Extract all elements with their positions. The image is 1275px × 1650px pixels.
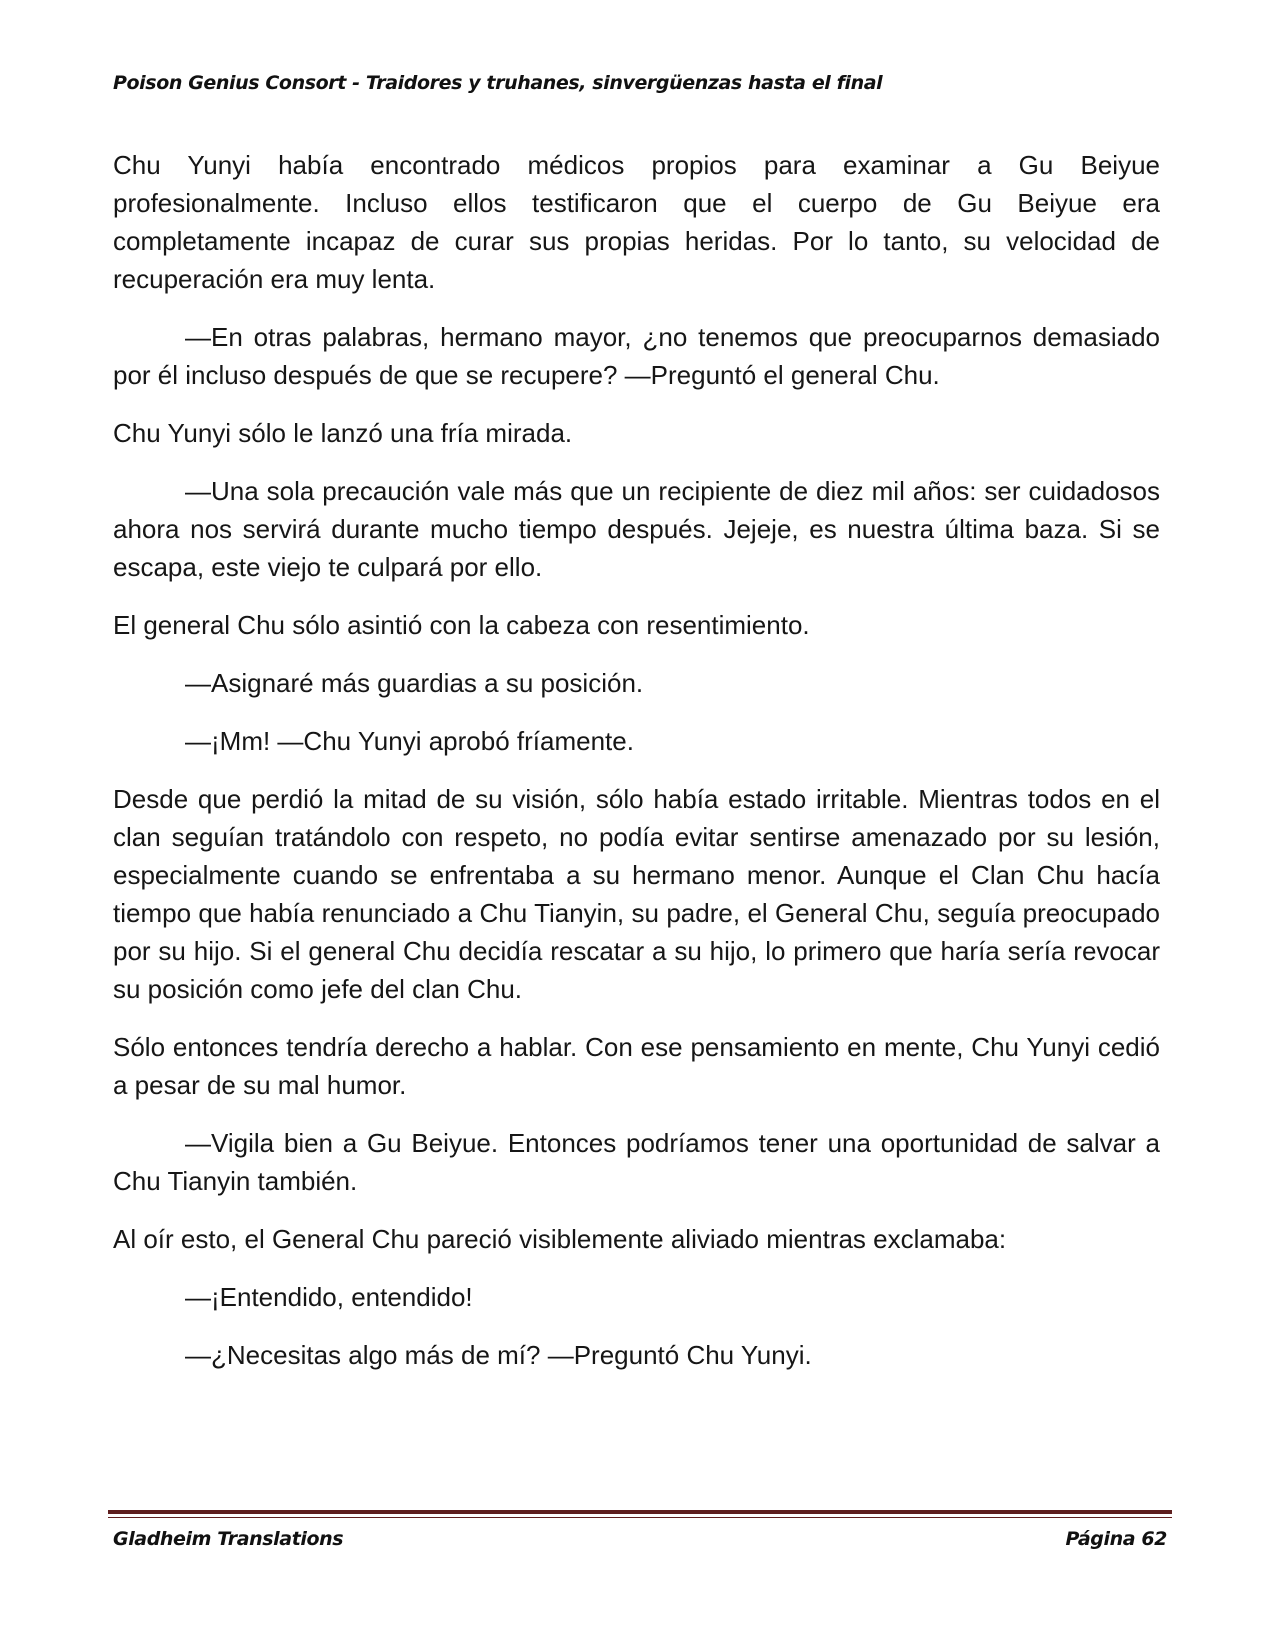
footer-page-number: Página 62 — [1065, 1528, 1167, 1550]
footer-translator-name: Gladheim Translations — [113, 1528, 344, 1550]
footer-rule-thick — [108, 1510, 1172, 1514]
paragraph-3: Chu Yunyi sólo le lanzó una fría mirada. — [113, 418, 573, 448]
paragraph-6: —Asignaré más guardias a su posición. — [185, 668, 644, 698]
paragraph-1: Chu Yunyi había encontrado médicos propios para examinar a Gu Beiyue profesionalmente. Incluso ellos testificaron que el cuerpo de Gu Beiyue era completamente incapaz de curar sus propias heridas. Por lo tanto, su velocidad de recuperación era muy lenta. — [113, 150, 1160, 294]
paragraph-8: Desde que perdió la mitad de su visión, sólo había estado irritable. Mientras todos en el clan seguían tratándolo con respeto, no podía evitar sentirse amenazado por su lesión, especialmente cuando se enfrentaba a su hermano menor. Aunque el Clan Chu hacía tiempo que había renunciado a Chu Tianyin, su padre, el General Chu, seguía preocupado por su hijo. Si el general Chu decidía rescatar a su hijo, lo primero que haría sería revocar su posición como jefe del clan Chu. — [113, 784, 1160, 1004]
paragraph-11: Al oír esto, el General Chu pareció visiblemente aliviado mientras exclamaba: — [113, 1224, 1007, 1254]
paragraph-5: El general Chu sólo asintió con la cabeza con resentimiento. — [113, 610, 810, 640]
paragraph-4: —Una sola precaución vale más que un recipiente de diez mil años: ser cuidadosos ahora nos servirá durante mucho tiempo después. Jejeje, es nuestra última baza. Si se escapa, este viejo te culpará por ello. — [113, 476, 1160, 582]
footer-rule-thin — [108, 1517, 1172, 1518]
paragraph-9: Sólo entonces tendría derecho a hablar. Con ese pensamiento en mente, Chu Yunyi cedió a pesar de su mal humor. — [113, 1032, 1160, 1100]
paragraph-13: —¿Necesitas algo más de mí? —Preguntó Chu Yunyi. — [185, 1340, 812, 1370]
paragraph-7: —¡Mm! —Chu Yunyi aprobó fríamente. — [185, 726, 634, 756]
paragraph-2: —En otras palabras, hermano mayor, ¿no tenemos que preocuparnos demasiado por él incluso después de que se recupere? —Preguntó el general Chu. — [113, 322, 1160, 390]
page-header-title: Poison Genius Consort - Traidores y truhanes, sinvergüenzas hasta el final — [113, 72, 883, 94]
paragraph-12: —¡Entendido, entendido! — [185, 1282, 473, 1312]
paragraph-10: —Vigila bien a Gu Beiyue. Entonces podríamos tener una oportunidad de salvar a Chu Tianyin también. — [113, 1128, 1160, 1196]
document-body — [113, 146, 1160, 1394]
